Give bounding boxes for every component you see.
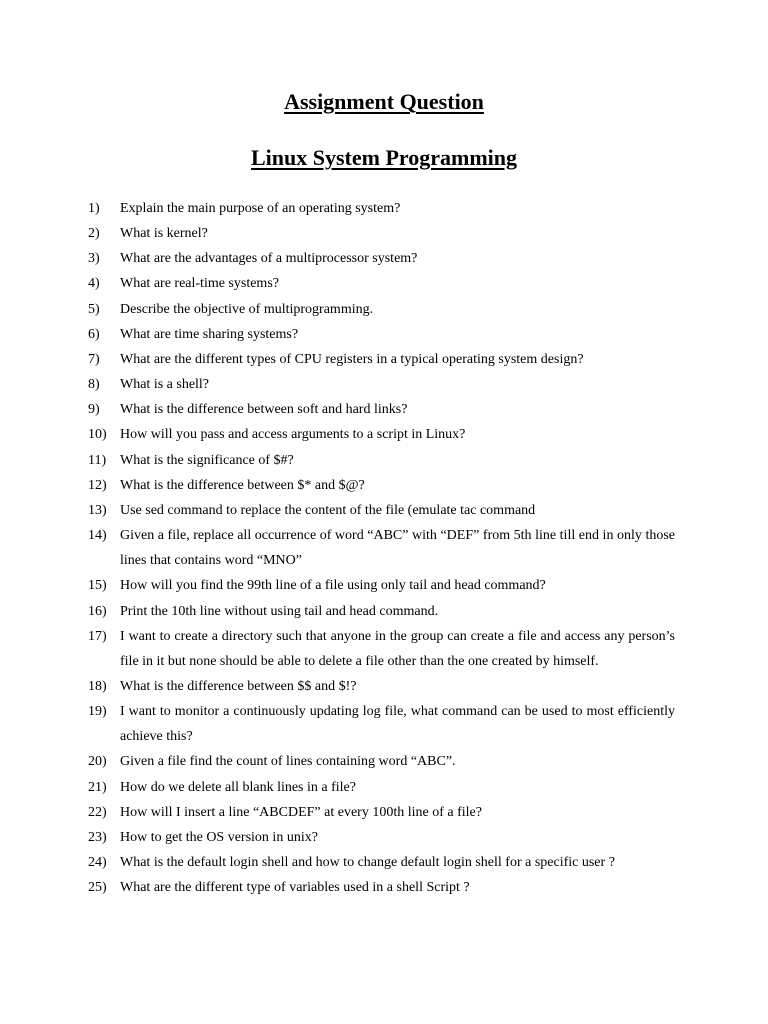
question-text: What is the significance of $#? bbox=[120, 452, 294, 468]
question-text: Use sed command to replace the content of the file (emulate tac command bbox=[120, 502, 536, 518]
question-text: Given a file, replace all occurrence of word “ABC” with “DEF” from 5th line till end in only those lines that contains word “MNO” bbox=[120, 528, 675, 569]
question-number: 11) bbox=[88, 452, 107, 468]
question-number: 3) bbox=[88, 251, 100, 267]
question-item bbox=[88, 699, 675, 749]
question-number: 5) bbox=[88, 301, 100, 317]
question-number: 17) bbox=[88, 628, 107, 644]
question-text: What are the different types of CPU registers in a typical operating system design? bbox=[120, 351, 584, 367]
question-number: 6) bbox=[88, 326, 100, 342]
question-text: Print the 10th line without using tail and head command. bbox=[120, 603, 439, 619]
question-number: 20) bbox=[88, 754, 107, 770]
question-text: I want to create a directory such that anyone in the group can create a file and access any person’s file in it but none should be able to delete a file other than the one created by himself. bbox=[120, 628, 675, 669]
question-number: 22) bbox=[88, 804, 107, 820]
question-number: 15) bbox=[88, 578, 107, 594]
question-item bbox=[88, 624, 675, 674]
document-subtitle: Linux System Programming bbox=[250, 145, 518, 170]
question-number: 10) bbox=[88, 427, 107, 443]
question-item bbox=[88, 372, 675, 397]
question-number: 8) bbox=[88, 377, 100, 393]
question-text: What is the difference between soft and hard links? bbox=[120, 402, 408, 418]
question-item bbox=[88, 271, 675, 296]
question-number: 9) bbox=[88, 402, 100, 418]
question-number: 24) bbox=[88, 855, 107, 871]
question-text: What is kernel? bbox=[120, 226, 208, 242]
question-item bbox=[88, 573, 675, 598]
question-item bbox=[88, 599, 675, 624]
question-item bbox=[88, 221, 675, 246]
question-text: I want to monitor a continuously updating log file, what command can be used to most efficiently achieve this? bbox=[120, 704, 675, 745]
question-text: How will you find the 99th line of a file using only tail and head command? bbox=[120, 578, 546, 594]
question-text: Given a file find the count of lines containing word “ABC”. bbox=[120, 754, 456, 770]
question-item bbox=[88, 322, 675, 347]
question-number: 7) bbox=[88, 351, 100, 367]
question-item bbox=[88, 749, 675, 774]
question-number: 1) bbox=[88, 201, 100, 216]
question-item bbox=[88, 397, 675, 422]
question-text: How to get the OS version in unix? bbox=[120, 829, 318, 845]
question-item bbox=[88, 674, 675, 699]
question-item bbox=[88, 875, 675, 900]
question-item bbox=[88, 347, 675, 372]
question-text: What is the default login shell and how to change default login shell for a specific user ? bbox=[120, 855, 615, 871]
question-number: 25) bbox=[88, 880, 107, 896]
question-number: 4) bbox=[88, 276, 100, 292]
question-item bbox=[88, 196, 675, 221]
question-number: 18) bbox=[88, 678, 107, 694]
question-text: What are the advantages of a multiprocessor system? bbox=[120, 251, 418, 267]
question-list bbox=[88, 196, 675, 900]
question-item bbox=[88, 448, 675, 473]
question-text: Explain the main purpose of an operating system? bbox=[120, 201, 401, 216]
question-number: 12) bbox=[88, 477, 107, 493]
question-item bbox=[88, 297, 675, 322]
question-text: How do we delete all blank lines in a file? bbox=[120, 779, 356, 795]
question-text: What is a shell? bbox=[120, 377, 210, 393]
question-number: 2) bbox=[88, 226, 100, 242]
question-text: What is the difference between $$ and $!? bbox=[120, 678, 357, 694]
question-text: What is the difference between $* and $@? bbox=[120, 477, 365, 493]
question-number: 21) bbox=[88, 779, 107, 795]
question-item bbox=[88, 800, 675, 825]
question-item bbox=[88, 825, 675, 850]
question-number: 14) bbox=[88, 528, 107, 544]
question-number: 13) bbox=[88, 502, 107, 518]
question-item bbox=[88, 850, 675, 875]
question-item bbox=[88, 498, 675, 523]
document-title: Assignment Question bbox=[284, 89, 484, 114]
question-number: 23) bbox=[88, 829, 107, 845]
question-item bbox=[88, 473, 675, 498]
question-text: How will you pass and access arguments to a script in Linux? bbox=[120, 427, 466, 443]
question-text: Describe the objective of multiprogramming. bbox=[120, 301, 374, 317]
question-item bbox=[88, 523, 675, 573]
question-text: How will I insert a line “ABCDEF” at every 100th line of a file? bbox=[120, 804, 482, 820]
question-item bbox=[88, 246, 675, 271]
question-item bbox=[88, 775, 675, 800]
question-item bbox=[88, 422, 675, 447]
question-text: What are time sharing systems? bbox=[120, 326, 299, 342]
question-text: What are the different type of variables used in a shell Script ? bbox=[120, 880, 470, 896]
question-number: 16) bbox=[88, 603, 107, 619]
question-number: 19) bbox=[88, 704, 107, 720]
question-text: What are real-time systems? bbox=[120, 276, 279, 292]
